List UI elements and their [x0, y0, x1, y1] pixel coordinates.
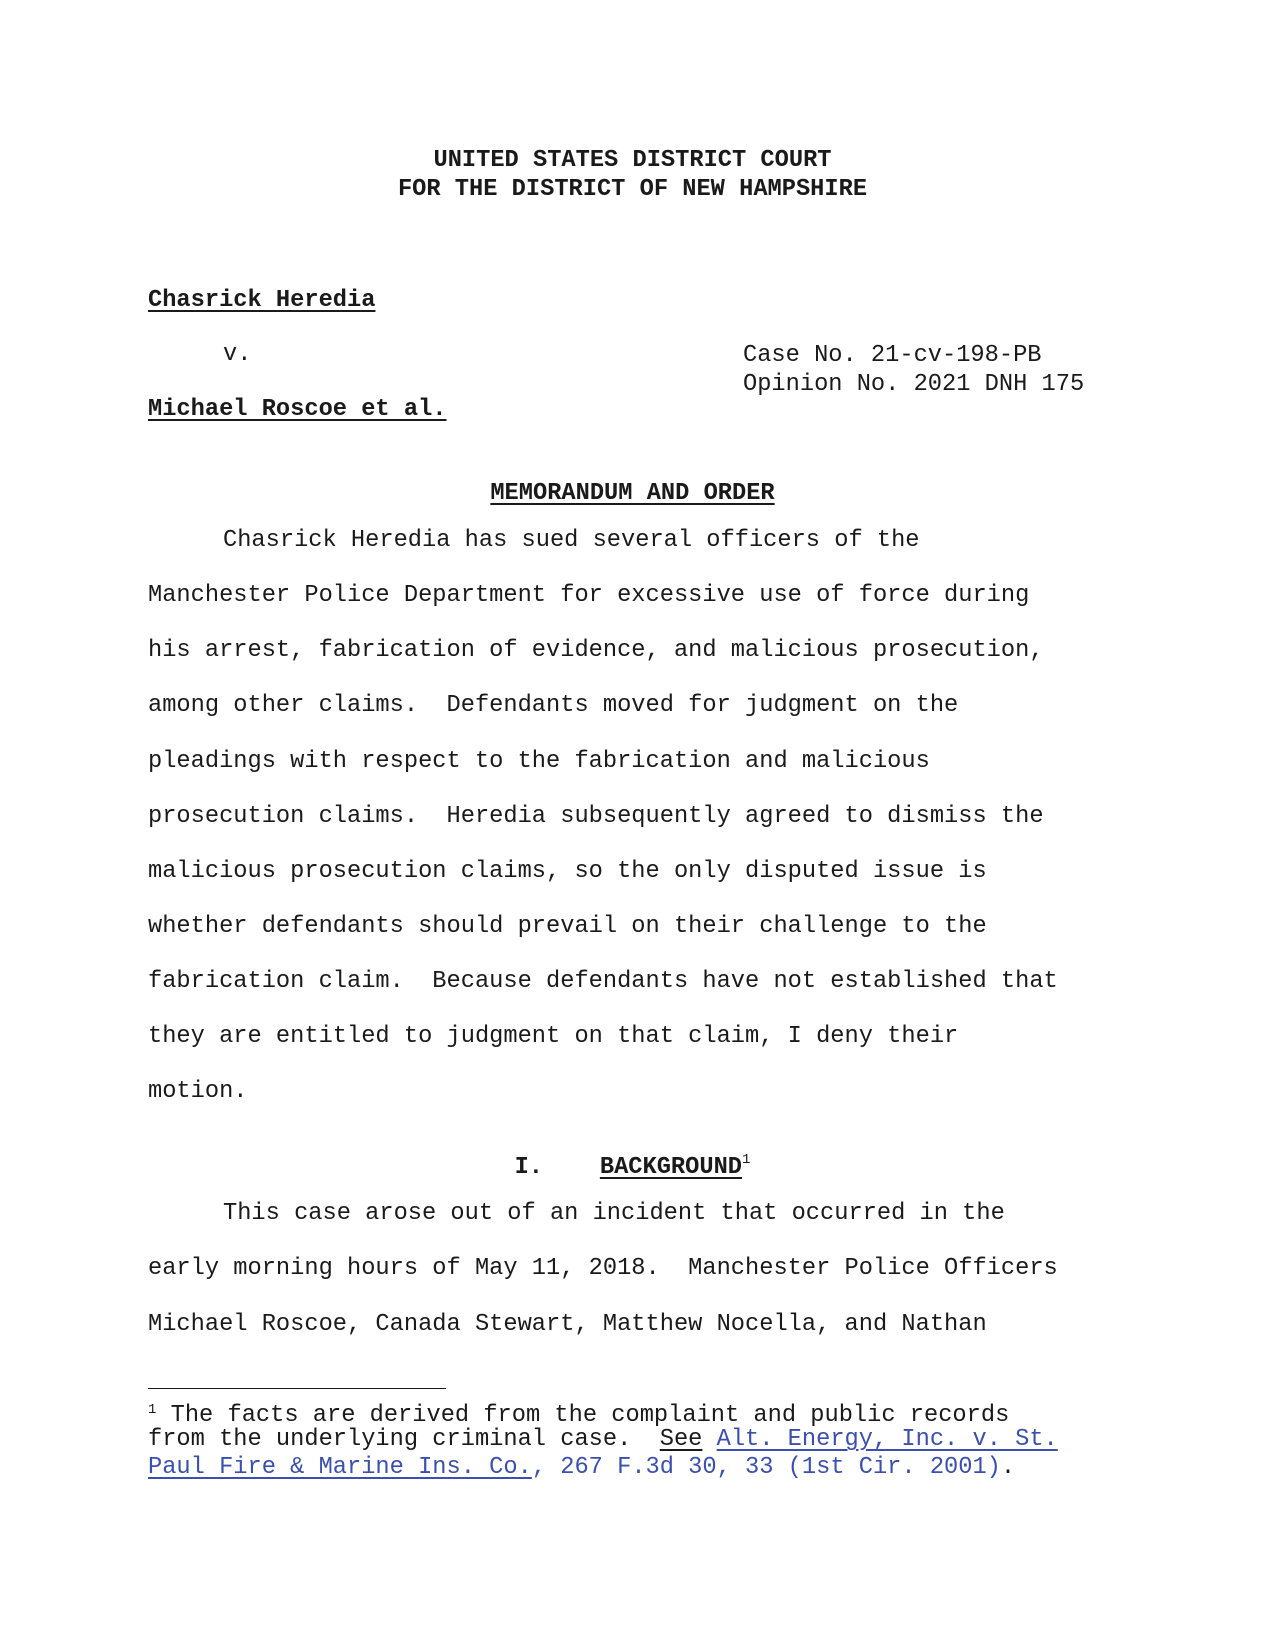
case-citation-reporter-link[interactable]: , 267 F.3d 30, 33 (1st Cir. 2001): [531, 1454, 1001, 1481]
court-name: UNITED STATES DISTRICT COURT: [433, 147, 832, 174]
footnote-text: The facts are derived from the complaint and public records: [156, 1402, 1010, 1429]
body-line: Chasrick Heredia has sued several officers of the: [223, 527, 920, 554]
section-heading: [0, 1152, 1265, 1181]
body-line: among other claims. Defendants moved for judgment on the: [148, 692, 959, 719]
section-number: I.: [514, 1154, 543, 1181]
footnote-line: [148, 1453, 1015, 1482]
body-line: Michael Roscoe, Canada Stewart, Matthew Nocella, and Nathan: [148, 1311, 987, 1338]
body-line: his arrest, fabrication of evidence, and malicious prosecution,: [148, 637, 1044, 664]
document-title: MEMORANDUM AND ORDER: [490, 480, 775, 507]
plaintiff-name: Chasrick Heredia: [148, 287, 376, 314]
body-line: they are entitled to judgment on that claim, I deny their: [148, 1023, 959, 1050]
court-district: FOR THE DISTRICT OF NEW HAMPSHIRE: [397, 176, 868, 203]
footnote-text: from the underlying criminal case.: [148, 1426, 660, 1453]
body-line: This case arose out of an incident that occurred in the: [223, 1200, 1005, 1227]
citation-signal: See: [659, 1426, 703, 1453]
case-info: [743, 341, 1084, 399]
defendant-name: Michael Roscoe et al.: [148, 396, 447, 423]
footnote-period: .: [1000, 1454, 1016, 1481]
body-line: Manchester Police Department for excessive use of force during: [148, 582, 1030, 609]
body-line: whether defendants should prevail on their challenge to the: [148, 913, 987, 940]
footnote-reference[interactable]: 1: [742, 1152, 751, 1168]
body-line: prosecution claims. Heredia subsequently agreed to dismiss the: [148, 803, 1044, 830]
court-header: [0, 146, 1265, 204]
body-line: fabrication claim. Because defendants have not established that: [148, 968, 1058, 995]
footnote-marker: 1: [148, 1402, 157, 1418]
footnote-divider: [148, 1388, 446, 1389]
versus-label: v.: [223, 341, 252, 368]
case-citation-link[interactable]: Paul Fire & Marine Ins. Co.: [148, 1454, 532, 1481]
section-title: BACKGROUND: [599, 1154, 743, 1181]
body-line: pleadings with respect to the fabrication and malicious: [148, 748, 930, 775]
footnote-line: [148, 1425, 1058, 1454]
body-line: early morning hours of May 11, 2018. Manchester Police Officers: [148, 1255, 1058, 1282]
case-citation-link[interactable]: Alt. Energy, Inc. v. St.: [716, 1426, 1058, 1453]
body-line: malicious prosecution claims, so the only disputed issue is: [148, 858, 987, 885]
opinion-number: Opinion No. 2021 DNH 175: [743, 371, 1085, 398]
case-number: Case No. 21-cv-198-PB: [743, 342, 1042, 369]
body-line: motion.: [148, 1078, 248, 1105]
